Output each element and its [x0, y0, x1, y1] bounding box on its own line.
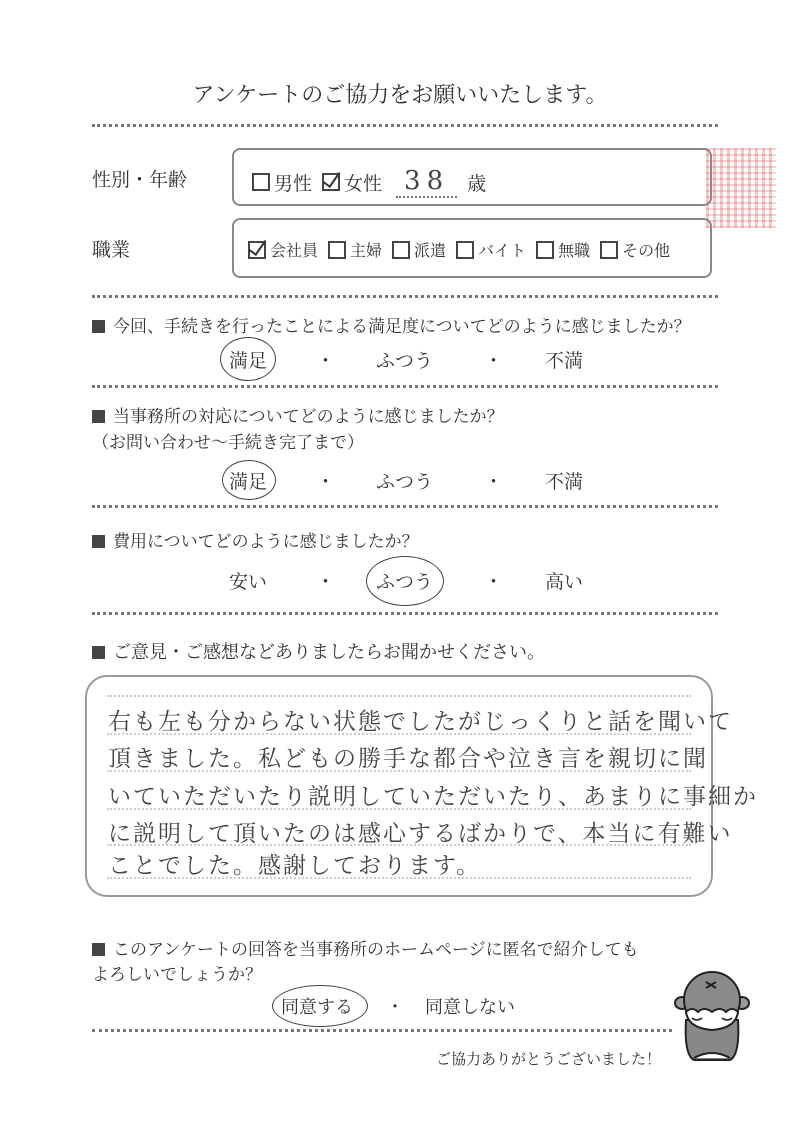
- divider: [92, 124, 718, 127]
- option-label: バイト: [478, 241, 527, 260]
- separator: ・: [484, 471, 504, 493]
- comment-line: ことでした。感謝しております。: [108, 853, 482, 879]
- q5-option-disagree[interactable]: 同意しない: [425, 997, 515, 1018]
- comment-line: に説明して頂いたのは感心するばかりで、本当に有難い: [108, 821, 733, 847]
- q1-option-satisfied[interactable]: 満足: [229, 350, 268, 372]
- age-unit: 歳: [467, 172, 487, 195]
- stamp-mark: [706, 148, 776, 228]
- question-text: 費用についてどのように感じましたか？: [113, 532, 419, 552]
- option-label: 会社員: [270, 241, 319, 260]
- checkbox-checked[interactable]: [248, 241, 266, 259]
- divider: [92, 1029, 672, 1032]
- age-value[interactable]: 38: [396, 166, 457, 198]
- comment-line: 右も左も分からない状態でしたがじっくりと話を聞いて: [108, 709, 733, 735]
- q2-option-dissatisfied[interactable]: 不満: [545, 471, 584, 493]
- comment-line: 頂きました。私どもの勝手な都合や泣き言を親切に聞: [108, 746, 708, 772]
- separator: ・: [316, 471, 336, 493]
- option-label: 派遣: [414, 241, 447, 260]
- occupation-other[interactable]: [600, 238, 670, 261]
- gender-age-box: [232, 148, 712, 206]
- question-5: [92, 935, 639, 960]
- q1-option-dissatisfied[interactable]: 不満: [545, 350, 584, 372]
- question-text: 今回、手続きを行ったことによる満足度についてどのように感じましたか？: [113, 317, 691, 337]
- checkbox[interactable]: [328, 241, 346, 259]
- option-label: 無職: [558, 241, 591, 260]
- occupation-office-worker[interactable]: [248, 238, 318, 261]
- divider: [92, 385, 718, 388]
- q2-option-neutral[interactable]: ふつう: [376, 471, 434, 493]
- square-bullet-icon: [92, 535, 105, 548]
- q1-option-neutral[interactable]: ふつう: [376, 350, 434, 372]
- occupation-temp[interactable]: [392, 238, 446, 261]
- occupation-box: [232, 218, 712, 278]
- checkbox[interactable]: [252, 173, 270, 191]
- square-bullet-icon: [92, 943, 105, 956]
- checkbox[interactable]: [456, 241, 474, 259]
- q3-option-expensive[interactable]: 高い: [545, 571, 584, 593]
- square-bullet-icon: [92, 320, 105, 333]
- square-bullet-icon: [92, 646, 105, 659]
- thanks-text: ご協力ありがとうございました！: [436, 1050, 662, 1068]
- q3-option-cheap[interactable]: 安い: [229, 571, 268, 593]
- gender-male-option[interactable]: [252, 169, 312, 196]
- checkbox[interactable]: [536, 241, 554, 259]
- occupation-label: 職業: [92, 239, 131, 261]
- separator: ・: [484, 571, 504, 593]
- question-5-line2: よろしいでしょうか？: [92, 965, 262, 985]
- q2-option-satisfied[interactable]: 満足: [229, 471, 268, 493]
- question-4: [92, 638, 545, 664]
- option-label: その他: [622, 241, 671, 260]
- occupation-homemaker[interactable]: [328, 238, 382, 261]
- bowing-mascot-icon: [672, 970, 752, 1065]
- separator: ・: [316, 350, 336, 372]
- separator: ・: [316, 571, 336, 593]
- divider: [92, 505, 718, 508]
- occupation-part-time[interactable]: [456, 238, 526, 261]
- question-3: [92, 527, 419, 552]
- question-2: [92, 402, 504, 427]
- question-text: このアンケートの回答を当事務所のホームページに匿名で紹介しても: [113, 940, 639, 960]
- option-label: 主婦: [350, 241, 383, 260]
- gender-female-option[interactable]: [322, 169, 382, 196]
- option-label: 女性: [344, 172, 383, 195]
- option-label: 男性: [274, 172, 313, 195]
- divider: [92, 295, 718, 298]
- comment-line: いていただいたり説明していただいたり、あまりに事細か: [108, 784, 758, 810]
- page-title: アンケートのご協力をお願いいたします。: [192, 83, 608, 108]
- checkbox[interactable]: [600, 241, 618, 259]
- question-1: [92, 312, 691, 337]
- gender-age-label: 性別・年齢: [92, 169, 188, 191]
- question-text: 当事務所の対応についてどのように感じましたか？: [113, 407, 504, 427]
- checkbox-checked[interactable]: [322, 173, 340, 191]
- separator: ・: [386, 997, 404, 1018]
- separator: ・: [484, 350, 504, 372]
- occupation-unemployed[interactable]: [536, 238, 590, 261]
- q5-option-agree[interactable]: 同意する: [281, 997, 353, 1018]
- question-text: ご意見・ご感想などありましたらお聞かせください。: [113, 642, 545, 663]
- checkbox[interactable]: [392, 241, 410, 259]
- question-2-sub: （お問い合わせ〜手続き完了まで）: [92, 433, 364, 453]
- q3-option-neutral[interactable]: ふつう: [376, 571, 434, 593]
- divider: [92, 612, 718, 615]
- square-bullet-icon: [92, 410, 105, 423]
